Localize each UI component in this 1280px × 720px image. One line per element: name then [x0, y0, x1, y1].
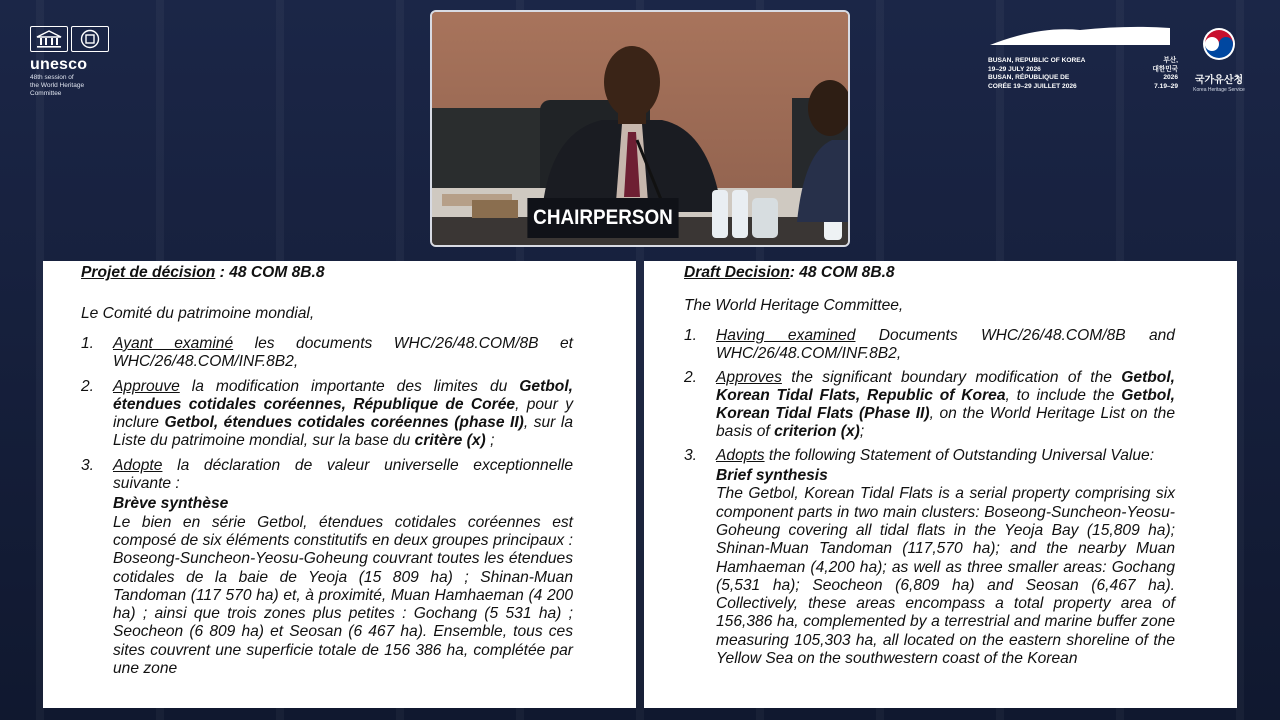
busan-fr-line-1: BUSAN, RÉPUBLIQUE DE — [988, 74, 1070, 81]
english-title: Draft Decision: 48 COM 8B.8 — [684, 264, 895, 281]
english-title-label: Draft Decision — [684, 264, 790, 281]
korea-heritage-service-logo-icon — [1201, 26, 1237, 62]
unesco-temple-icon — [30, 26, 68, 52]
english-synthesis-body: The Getbol, Korean Tidal Flats is a serial property comprising six component parts in two main clusters: Boseong-Suncheon-Yeosu-Goheung covering all tidal flats in the Yeoja Bay (15,809 ha); Shinan-Muan Tandoman (117,570 ha); and the nearby Muan Hamhaeman (4,200 ha); as well as three smaller areas: Gochang (5,531 ha); Seocheon (6,809 ha) and Seosan (6,467 ha). Collectively, these areas encompass a total property area of 156,386 ha, complemented by a terrestrial and marine buffer zone measuring 105,303 ha, all located on the eastern shoreline of the Yellow Sea on the southwestern coast of the Korean — [716, 485, 1175, 668]
english-title-ref: 48 COM 8B.8 — [799, 264, 895, 281]
busan-ko-line-2: 대한민국 — [1152, 65, 1178, 73]
session-line-1: 48th session of — [30, 74, 74, 81]
khs-name-en: Korea Heritage Service — [1193, 87, 1245, 93]
unesco-branding — [30, 26, 120, 98]
french-decision-list — [81, 335, 573, 684]
french-title-ref: 48 COM 8B.8 — [229, 264, 325, 281]
busan-en-line-1: BUSAN, REPUBLIC OF KOREA — [988, 57, 1086, 64]
english-item-2: 2. Approves the significant boundary modification of the Getbol, Korean Tidal Flats, Republic of Korea, to include the Getbol, Korean Tidal Flats (Phase II), on the World Heritage List on the basis of criterion (x); — [684, 368, 1175, 441]
french-synthesis-title: Brève synthèse — [113, 495, 229, 513]
busan-wave-logo-icon — [988, 24, 1172, 46]
french-title-label: Projet de décision — [81, 264, 216, 281]
english-decision-list — [684, 327, 1175, 673]
session-line-2: the World Heritage — [30, 82, 85, 89]
french-title: Projet de décision : 48 COM 8B.8 — [81, 264, 325, 281]
french-intro: Le Comité du patrimoine mondial, — [81, 305, 315, 322]
session-line-3: Committee — [30, 90, 62, 97]
busan-en-line-2: 19–29 JULY 2026 — [988, 65, 1041, 73]
french-decision-panel — [43, 261, 636, 708]
busan-fr-line-2: CORÉE 19–29 JUILLET 2026 — [988, 82, 1077, 90]
french-item-3: 3. Adopte la déclaration de valeur universelle exceptionnelle suivante : Brève synthèse Le bien en série Getbol, étendues cotidales coréennes est composé de six éléments constitutifs en deux groupes principaux : Boseong-Suncheon-Yeosu-Goheung couvrant toutes les étendues cotidales de la baie de Yeoja (15 809 ha) ; Shinan-Muan Tandoman (117 570 ha) et, à proximité, Muan Hamhaeman (4 200 ha) ; ainsi que trois zones plus petites : Gochang (5 531 ha) ; Seocheon (6 809 ha) et Seosan (6 467 ha). Ensemble, tous ces sites couvrent une superficie totale de 156 386 ha, complétée par une zone — [81, 456, 573, 678]
english-synthesis-title: Brief synthesis — [716, 467, 828, 485]
english-item-1: 1. Having examined Documents WHC/26/48.COM/8B and WHC/26/48.COM/INF.8B2, — [684, 327, 1175, 363]
unesco-wordmark: unesco — [30, 56, 88, 73]
video-feed — [430, 10, 850, 247]
french-item-2: 2. Approuve la modification importante des limites du Getbol, étendues cotidales coréennes, République de Corée, pour y inclure Getbol, étendues cotidales coréennes (phase II), sur la Liste du patrimoine mondial, sur la base du critère (x) ; — [81, 377, 573, 450]
busan-ko-line-1: 부산, — [1163, 57, 1178, 64]
busan-ko-line-3: 2026 — [1163, 74, 1178, 81]
chairperson-nameplate: CHAIRPERSON — [527, 198, 678, 238]
busan-2026-branding — [988, 24, 1178, 91]
english-item-3: 3. Adopts the following Statement of Outstanding Universal Value: Brief synthesis The Getbol, Korean Tidal Flats is a serial property comprising six component parts in two main clusters: Boseong-Suncheon-Yeosu-Goheung covering all tidal flats in the Yeoja Bay (15,809 ha); Shinan-Muan Tandoman (117,570 ha); and the nearby Muan Hamhaeman (4,200 ha); as well as three smaller areas: Gochang (5,531 ha); Seocheon (6,809 ha) and Seosan (6,467 ha). Collectively, these areas encompass a total property area of 156,386 ha, complemented by a terrestrial and marine buffer zone measuring 105,303 ha, all located on the eastern shoreline of the Yellow Sea on the southwestern coast of the Korean — [684, 446, 1175, 668]
busan-ko-line-4: 7.19–29 — [1154, 82, 1178, 90]
world-heritage-emblem-icon — [71, 26, 109, 52]
french-synthesis-body: Le bien en série Getbol, étendues cotidales coréennes est composé de six éléments constitutifs en deux groupes principaux : Boseong-Suncheon-Yeosu-Goheung couvrant toutes les étendues cotidales de la baie de Yeoja (15 809 ha) ; Shinan-Muan Tandoman (117 570 ha) et, à proximité, Muan Hamhaeman (4 200 ha) ; ainsi que trois zones plus petites : Gochang (5 531 ha) ; Seocheon (6 809 ha) et Seosan (6 467 ha). Ensemble, tous ces sites couvrent une superficie totale de 156 386 ha, complétée par une zone — [113, 513, 573, 678]
korea-heritage-service-branding — [1186, 26, 1252, 93]
unesco-logo-group — [30, 26, 120, 52]
khs-name-ko: 국가유산청 — [1194, 75, 1244, 86]
english-decision-panel — [644, 261, 1237, 708]
english-intro: The World Heritage Committee, — [684, 297, 904, 314]
french-item-1: 1. Ayant examiné les documents WHC/26/48.COM/8B et WHC/26/48.COM/INF.8B2, — [81, 335, 573, 371]
